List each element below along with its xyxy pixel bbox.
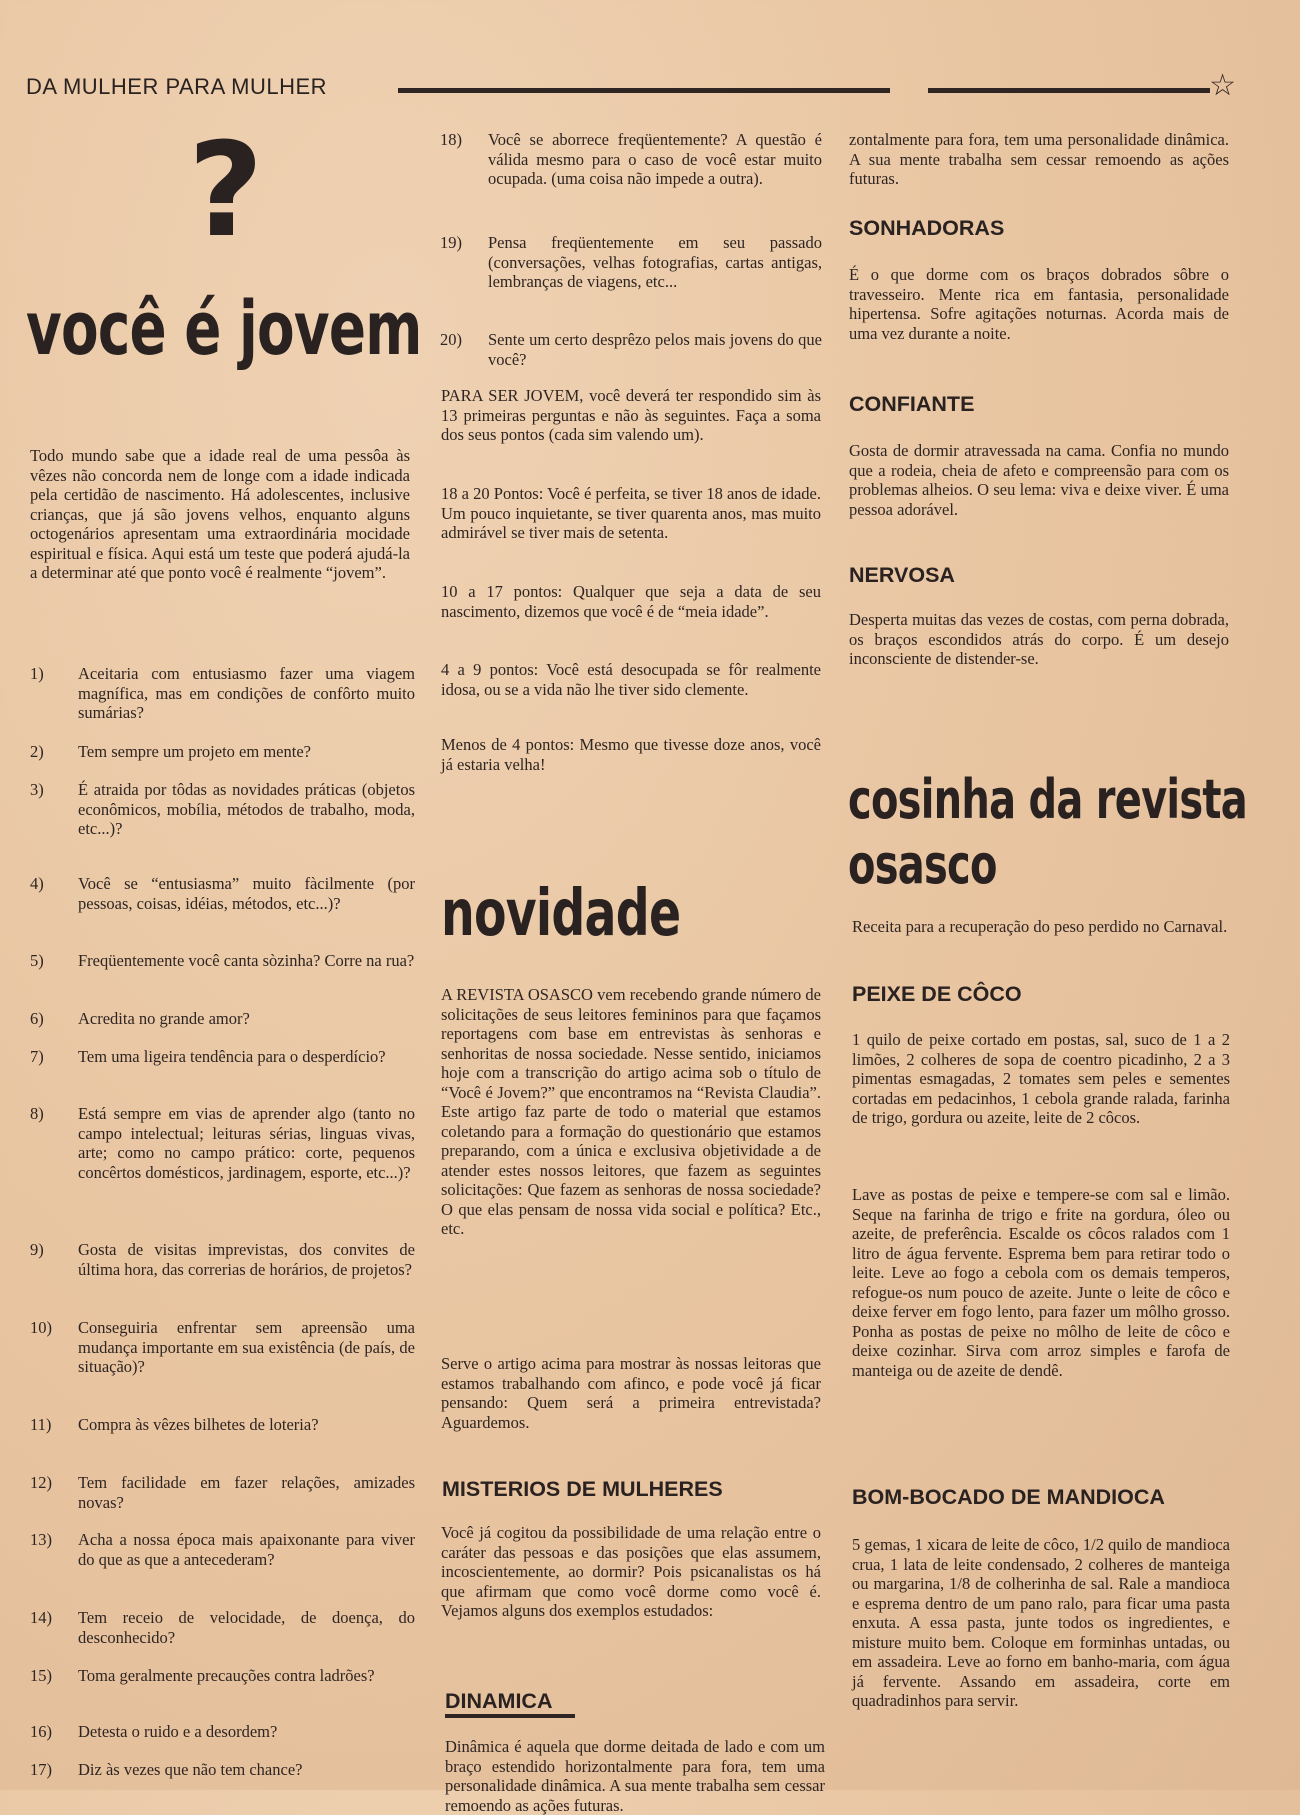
header-rule — [398, 88, 890, 93]
section-heading: SONHADORAS — [849, 216, 1005, 240]
article-intro: Todo mundo sabe que a idade real de uma pessôa às vêzes não concorda nem de longe com a idade indicada pela certidão de nascimento. Há adolescentes, inclusive crianças, que já são jovens velhos, enquanto alguns octogenários apresentam uma extraordinária mocidade espiritual e física. Aqui está um teste que poderá ajudá-la a determinar até que ponto você é realmente “jovem”. — [30, 446, 410, 582]
recipe-heading: BOM-BOCADO DE MANDIOCA — [852, 1485, 1165, 1509]
question-text: Tem sempre um projeto em mente? — [78, 742, 311, 761]
question-number: 14) — [30, 1608, 52, 1627]
section-header — [26, 68, 1236, 108]
section-heading: MISTERIOS DE MULHERES — [442, 1477, 723, 1501]
article-paragraph: Gosta de dormir atravessada na cama. Confia no mundo que a rodeia, cheia de afeto e compreensão para com os problemas alheios. O seu lema: viva e deixe viver. É uma pessoa adorável. — [849, 441, 1229, 519]
scoring-intro: PARA SER JOVEM, você deverá ter respondido sim às 13 primeiras perguntas e não às seguintes. Faça a soma dos seus pontos (cada sim valendo um). — [441, 386, 821, 444]
article-paragraph: É o que dorme com os braços dobrados sôbre o travesseiro. Mente rica em fantasia, personalidade hipertensa. Sofre agitações noturnas. Acorda mais de uma vez durante a noite. — [849, 265, 1229, 343]
section-heading: CONFIANTE — [849, 392, 975, 416]
question-number: 3) — [30, 780, 44, 799]
question-number: 7) — [30, 1047, 44, 1066]
question-number: 15) — [30, 1666, 52, 1685]
heading-underline — [445, 1714, 575, 1718]
question-text: Tem facilidade em fazer relações, amizades novas? — [78, 1473, 415, 1512]
score-paragraph: 10 a 17 pontos: Qualquer que seja a data de seu nascimento, dizemos que você é de “meia idade”. — [441, 582, 821, 621]
article-paragraph: A REVISTA OSASCO vem recebendo grande número de solicitações de seus leitores femininos para que façamos reportagens com base em entrevistas às senhoras e senhoritas de nossa sociedade. Nesse sentido, iniciamos hoje com a transcrição do artigo acima sob o título de “Você é Jovem?” que encontramos na “Revista Claudia”. Este artigo faz parte de todo o material que estamos coletando para a formação do questionário que estamos preparando, com a única e exclusiva objetividade a de atender estes nossos leitores, que fazem as seguintes solicitações: Que fazem as senhoras de nossa sociedade? O que elas pensam de nossa vida social e política? Etc., etc. — [441, 985, 821, 1238]
star-outline-icon: ☆ — [1209, 68, 1236, 103]
article-paragraph: Desperta muitas das vezes de costas, com perna dobrada, os braços escondidos atrás do corpo. É um desejo inconsciente de distender-se. — [849, 610, 1229, 668]
question-mark: ? — [188, 114, 264, 266]
question-text: Conseguiria enfrentar sem apreensão uma mudança importante em sua existência (de país, de situação)? — [78, 1318, 415, 1376]
recipe-text: 5 gemas, 1 xicara de leite de côco, 1/2 quilo de mandioca crua, 1 lata de leite condensado, 2 colheres de manteiga ou margarina, 1/8 de colherinha de sal. Rale a mandioca e esprema dentro de um pano ralo, para ficar uma pasta enxuta. A essa pasta, junte todos os ingredientes, e misture muito bem. Coloque em forminhas untadas, ou em assadeira. Leve ao forno em banho-maria, com água já fervente. Assando em assadeira, corte em quadradinhos para servir. — [852, 1535, 1230, 1710]
article-title: cosinha da revista osasco — [848, 768, 1247, 896]
question-text: Pensa freqüentemente em seu passado (conversações, velhas fotografias, cartas antigas, lembranças de viagens, etc... — [488, 233, 822, 291]
article-paragraph: Receita para a recuperação do peso perdido no Carnaval. — [852, 917, 1228, 936]
question-number: 4) — [30, 874, 44, 893]
article-paragraph: Dinâmica é aquela que dorme deitada de lado e com um braço estendido horizontalmente para fora, tem uma personalidade dinâmica. A sua mente trabalha sem cessar remoendo as ações futuras. — [445, 1737, 825, 1815]
question-number: 2) — [30, 742, 44, 761]
question-number: 11) — [30, 1415, 52, 1434]
question-text: Gosta de visitas imprevistas, dos convites de última hora, das correrias de horários, de projetos? — [78, 1240, 415, 1279]
article-paragraph: Você já cogitou da possibilidade de uma relação entre o caráter das pessoas e das posições que elas assumem, incoscientemente, ao dormir? Pois psicanalistas os há que afirmam que como você dorme como você é. Vejamos alguns dos exemplos estudados: — [441, 1523, 821, 1620]
section-heading: DINAMICA — [445, 1689, 553, 1713]
question-text: Detesta o ruido e a desordem? — [78, 1722, 278, 1741]
question-text: Está sempre em vias de aprender algo (tanto no campo intelectual; leituras sérias, linguas vivas, arte; como no campo prático: corte, pequenos concêrtos domésticos, jardinagem, esporte, etc...)? — [78, 1104, 415, 1182]
question-number: 13) — [30, 1530, 52, 1549]
question-number: 20) — [440, 330, 462, 349]
recipe-preparation: Lave as postas de peixe e tempere-se com sal e limão. Seque na farinha de trigo e frite na gordura, óleo ou azeite, de preferência. Escalde os côcos ralados com 1 litro de água fervente. Esprema bem para retirar todo o leite. Leve ao fogo a cebola com os demais temperos, refogue-os num pouco de azeite. Junte o leite de côco e deixe ferver em fogo lento, para fazer um môlho grosso. Ponha as postas de peixe no môlho de leite de côco e deixe cozinhar. Sirva com arroz simples e farofa de manteiga ou de azeite de dendê. — [852, 1185, 1230, 1380]
question-text: Acredita no grande amor? — [78, 1009, 250, 1028]
question-number: 17) — [30, 1760, 52, 1779]
continued-text: zontalmente para fora, tem uma personalidade dinâmica. A sua mente trabalha sem cessar remoendo as ações futuras. — [849, 130, 1229, 188]
question-text: É atraida por tôdas as novidades práticas (objetos econômicos, mobília, métodos de trabalho, moda, etc...)? — [78, 780, 415, 838]
section-heading: NERVOSA — [849, 563, 955, 587]
question-number: 5) — [30, 951, 44, 970]
article-paragraph-continued — [849, 130, 1229, 186]
score-paragraph: 18 a 20 Pontos: Você é perfeita, se tiver 18 anos de idade. Um pouco inquietante, se tiver quarenta anos, mas muito admirável se tiver mais de setenta. — [441, 484, 821, 542]
question-number: 1) — [30, 664, 44, 683]
question-number: 10) — [30, 1318, 52, 1337]
question-text: Toma geralmente precauções contra ladrões? — [78, 1666, 375, 1685]
question-number: 18) — [440, 130, 462, 149]
question-text: Acha a nossa época mais apaixonante para viver do que as que a antecederam? — [78, 1530, 415, 1569]
question-text: Diz às vezes que não tem chance? — [78, 1760, 303, 1779]
question-text: Tem receio de velocidade, de doença, do desconhecido? — [78, 1608, 415, 1647]
section-name: DA MULHER PARA MULHER — [26, 74, 328, 99]
question-number: 6) — [30, 1009, 44, 1028]
question-number: 19) — [440, 233, 462, 252]
article-title: novidade — [441, 877, 681, 951]
score-paragraph: 4 a 9 pontos: Você está desocupada se fôr realmente idosa, ou se a vida não lhe tiver sido clemente. — [441, 660, 821, 699]
question-text: Compra às vêzes bilhetes de loteria? — [78, 1415, 319, 1434]
article-paragraph: Serve o artigo acima para mostrar às nossas leitoras que estamos trabalhando com afinco, e pode você já ficar pensando: Quem será a primeira entrevistada? Aguardemos. — [441, 1354, 821, 1432]
recipe-heading: PEIXE DE CÔCO — [852, 982, 1022, 1006]
question-text: Sente um certo desprêzo pelos mais jovens do que você? — [488, 330, 822, 369]
score-paragraph: Menos de 4 pontos: Mesmo que tivesse doze anos, você já estaria velha! — [441, 735, 821, 774]
question-number: 9) — [30, 1240, 44, 1259]
question-number: 16) — [30, 1722, 52, 1741]
question-text: Você se aborrece freqüentemente? A questão é válida mesmo para o caso de você estar muito ocupada. (uma coisa não impede a outra). — [488, 130, 822, 188]
question-text: Freqüentemente você canta sòzinha? Corre na rua? — [78, 951, 415, 970]
question-text: Você se “entusiasma” muito fàcilmente (por pessoas, coisas, idéias, métodos, etc...)? — [78, 874, 415, 913]
article-title: você é jovem — [26, 286, 422, 372]
header-rule — [928, 88, 1210, 93]
question-number: 8) — [30, 1104, 44, 1123]
question-number: 12) — [30, 1473, 52, 1492]
question-text: Aceitaria com entusiasmo fazer uma viagem magnífica, mas em condições de confôrto muito sumárias? — [78, 664, 415, 722]
recipe-ingredients: 1 quilo de peixe cortado em postas, sal, suco de 1 a 2 limões, 2 colheres de sopa de coentro picadinho, 2 a 3 pimentas esmagadas, 2 tomates sem peles e sementes cortadas em pedacinhos, 1 cebola grande ralada, farinha de trigo, gordura ou azeite, leite de 2 côcos. — [852, 1030, 1230, 1127]
question-text: Tem uma ligeira tendência para o desperdício? — [78, 1047, 386, 1066]
